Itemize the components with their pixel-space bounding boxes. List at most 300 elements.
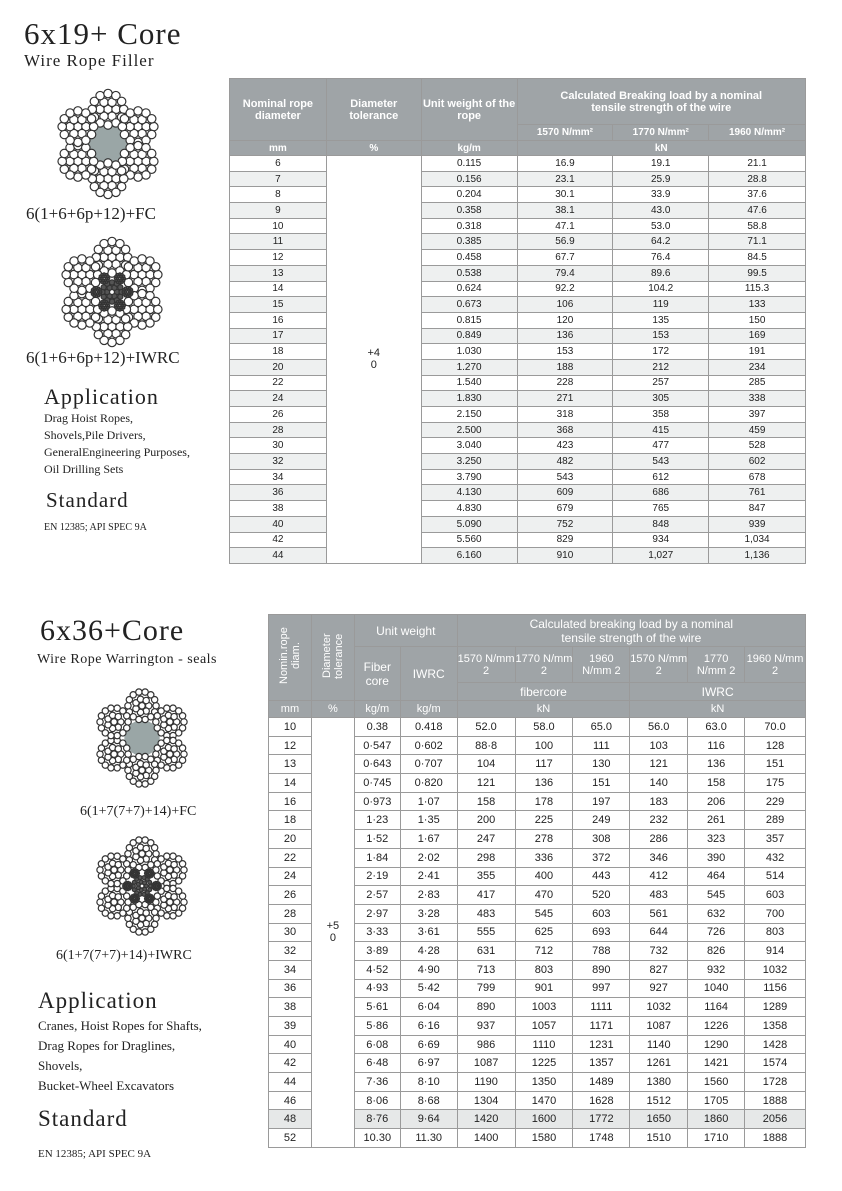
table-cell: 44 [230,548,327,564]
table-row [230,548,806,564]
table-cell: 1057 [515,1017,573,1036]
section2-subtitle: Wire Rope Warrington - seals [37,652,218,667]
table-cell: 89.6 [613,265,709,281]
table-cell: 1·35 [400,811,457,830]
table-cell: 2·83 [400,886,457,905]
table-cell: 58.0 [515,718,573,737]
table-cell: 206 [688,792,745,811]
table-cell: 9·64 [400,1110,457,1129]
table-row [230,501,806,517]
table-cell: 48 [269,1110,312,1129]
table-cell: 1358 [745,1017,806,1036]
table-cell: 71.1 [709,234,806,250]
table-cell: 188 [517,359,613,375]
header-1570: 1570 N/mm² [517,125,613,141]
table-cell: 249 [573,811,630,830]
table-cell: 0.318 [421,218,517,234]
table-cell: 934 [613,532,709,548]
table-cell: 136 [517,328,613,344]
table-cell: 1400 [457,1129,515,1148]
table-cell: 5·42 [400,979,457,998]
table-cell: 1087 [630,1017,688,1036]
table-cell: 10.30 [354,1129,400,1148]
table-cell: 32 [230,454,327,470]
table-cell: 890 [457,998,515,1017]
header-weight: Unit weight [354,615,457,647]
table-cell: 7·36 [354,1073,400,1092]
table-row [230,422,806,438]
table-cell: 1650 [630,1110,688,1129]
table-cell: 183 [630,792,688,811]
standard-text: EN 12385; API SPEC 9A [44,522,147,533]
table-cell: 712 [515,942,573,961]
table-cell: 397 [709,407,806,423]
table-cell: 1225 [515,1054,573,1073]
table-cell: 42 [269,1054,312,1073]
table-cell: 42 [230,532,327,548]
tolerance-zero: 0 [370,359,377,372]
header-tolerance: Diameter tolerance [326,79,421,141]
table-cell: 3·28 [400,904,457,923]
table-cell: 803 [515,960,573,979]
header-breaking: Calculated Breaking load by a nominal tensile strength of the wire [517,79,805,125]
table-cell: 5·61 [354,998,400,1017]
tolerance-cell [311,718,354,1148]
header-iwrc-1570: 1570 N/mm 2 [630,647,688,683]
table-cell: 11 [230,234,327,250]
table-cell: 47.1 [517,218,613,234]
table-cell: 13 [230,265,327,281]
table-cell: 799 [457,979,515,998]
table-cell: 6 [230,156,327,172]
table-cell: 47.6 [709,203,806,219]
table-cell: 890 [573,960,630,979]
table-cell: 4·93 [354,979,400,998]
table-row [230,218,806,234]
table-cell: 459 [709,422,806,438]
table-cell: 12 [230,250,327,266]
table-cell: 46 [269,1091,312,1110]
table-cell: 64.2 [613,234,709,250]
table-cell: 140 [630,774,688,793]
header-fc-1960: 1960 N/mm 2 [573,647,630,683]
table-cell: 212 [613,359,709,375]
table-cell: 3.040 [421,438,517,454]
rope-fc-caption: 6(1+7(7+7)+14)+FC [80,804,197,819]
table-cell: 133 [709,297,806,313]
table-cell: 24 [230,391,327,407]
table-cell: 1164 [688,998,745,1017]
table-cell: 1421 [688,1054,745,1073]
table-cell: 732 [630,942,688,961]
table-cell: 92.2 [517,281,613,297]
table-cell: 58.8 [709,218,806,234]
section2-title: 6x36+Core [40,614,185,647]
table-cell: 1.030 [421,344,517,360]
table-cell: 4.830 [421,501,517,517]
table-cell: 543 [613,454,709,470]
table-cell: 1772 [573,1110,630,1129]
table-cell: 357 [745,830,806,849]
table-cell: 3.250 [421,454,517,470]
table-row [230,187,806,203]
table-cell: 1032 [745,960,806,979]
header-group-fibercore: fibercore [457,683,630,701]
table-cell: 14 [269,774,312,793]
table-cell: 1860 [688,1110,745,1129]
table-cell: 390 [688,848,745,867]
table-cell: 4·90 [400,960,457,979]
table-cell: 686 [613,485,709,501]
table-cell: 415 [613,422,709,438]
unit-kn-fiber: kN [457,701,630,718]
table-cell: 175 [745,774,806,793]
table-cell: 932 [688,960,745,979]
table-cell: 1,136 [709,548,806,564]
table-cell: 602 [709,454,806,470]
table-cell: 483 [457,904,515,923]
table-cell: 19.1 [613,156,709,172]
unit-kgm: kg/m [421,141,517,156]
table-cell: 128 [745,736,806,755]
table-cell: 603 [573,904,630,923]
tolerance-plus: +4 [367,347,381,360]
application-list [38,1016,202,1096]
table-cell: 847 [709,501,806,517]
application-line: Oil Drilling Sets [44,462,124,476]
table-cell: 153 [613,328,709,344]
table-cell: 1574 [745,1054,806,1073]
table-cell: 1226 [688,1017,745,1036]
table-cell: 0.538 [421,265,517,281]
table-cell: 1289 [745,998,806,1017]
table-cell: 2·41 [400,867,457,886]
table-cell: 1003 [515,998,573,1017]
table-cell: 38 [230,501,327,517]
table-cell: 76.4 [613,250,709,266]
table-cell: 56.0 [630,718,688,737]
table-cell: 14 [230,281,327,297]
table-cell: 2·02 [400,848,457,867]
table-cell: 443 [573,867,630,886]
table-cell: 2·97 [354,904,400,923]
table-cell: 1380 [630,1073,688,1092]
table-cell: 34 [269,960,312,979]
table-cell: 34 [230,469,327,485]
spec-table-6x36 [268,614,806,1148]
section1-subtitle: Wire Rope Filler [24,51,155,70]
table-cell: 0.624 [421,281,517,297]
table-cell: 8·10 [400,1073,457,1092]
table-cell: 40 [230,516,327,532]
table-cell: 752 [517,516,613,532]
table-cell: 561 [630,904,688,923]
application-list [44,410,190,478]
table-cell: 0·707 [400,755,457,774]
table-cell: 0·820 [400,774,457,793]
table-cell: 1728 [745,1073,806,1092]
table-cell: 1420 [457,1110,515,1129]
header-iwrc-1960: 1960 N/mm 2 [745,647,806,683]
table-cell: 1·84 [354,848,400,867]
table-cell: 0·547 [354,736,400,755]
table-cell: 119 [613,297,709,313]
table-cell: 2.150 [421,407,517,423]
table-cell: 12 [269,736,312,755]
unit-kgm-iwrc: kg/m [400,701,457,718]
table-cell: 56.9 [517,234,613,250]
table-row [230,312,806,328]
table-cell: 625 [515,923,573,942]
table-cell: 0.849 [421,328,517,344]
table-cell: 36 [269,979,312,998]
table-cell: 1140 [630,1035,688,1054]
table-cell: 318 [517,407,613,423]
table-cell: 23.1 [517,171,613,187]
table-cell: 16 [269,792,312,811]
table-cell: 609 [517,485,613,501]
table-cell: 5.090 [421,516,517,532]
table-cell: 358 [613,407,709,423]
table-cell: 4·52 [354,960,400,979]
table-cell: 1428 [745,1035,806,1054]
tolerance-cell [326,156,421,564]
table-cell: 106 [517,297,613,313]
table-cell: 1560 [688,1073,745,1092]
table-cell: 788 [573,942,630,961]
unit-kn-iwrc: kN [630,701,806,718]
table-cell: 38.1 [517,203,613,219]
table-cell: 121 [630,755,688,774]
unit-percent: % [326,141,421,156]
table-cell: 1·52 [354,830,400,849]
table-cell: 17 [230,328,327,344]
header-1770: 1770 N/mm² [613,125,709,141]
table-cell: 6·16 [400,1017,457,1036]
table-cell: 63.0 [688,718,745,737]
table-row [230,156,806,172]
table-cell: 271 [517,391,613,407]
table-cell: 197 [573,792,630,811]
table-cell: 464 [688,867,745,886]
table-cell: 53.0 [613,218,709,234]
table-cell: 100 [515,736,573,755]
table-cell: 632 [688,904,745,923]
table-row [230,532,806,548]
table-cell: 545 [688,886,745,905]
table-cell: 1470 [515,1091,573,1110]
table-cell: 1.830 [421,391,517,407]
table-row [230,250,806,266]
table-cell: 1628 [573,1091,630,1110]
table-cell: 103 [630,736,688,755]
table-cell: 848 [613,516,709,532]
table-cell: 16.9 [517,156,613,172]
header-breaking: Calculated breaking load by a nominal tensile strength of the wire [457,615,805,647]
table-row [230,516,806,532]
table-cell: 543 [517,469,613,485]
table-cell: 0.358 [421,203,517,219]
table-cell: 285 [709,375,806,391]
table-cell: 1,034 [709,532,806,548]
header-nominal: Nominal rope diameter [230,79,327,141]
table-row [230,234,806,250]
table-cell: 24 [269,867,312,886]
table-cell: 937 [457,1017,515,1036]
table-cell: 9 [230,203,327,219]
table-cell: 2·57 [354,886,400,905]
table-cell: 52 [269,1129,312,1148]
tolerance-zero: 0 [329,932,336,945]
table-cell: 1087 [457,1054,515,1073]
table-cell: 678 [709,469,806,485]
table-cell: 631 [457,942,515,961]
table-cell: 6.160 [421,548,517,564]
table-cell: 555 [457,923,515,942]
table-cell: 417 [457,886,515,905]
rope-cross-section-fc-image [52,88,164,200]
table-cell: 136 [515,774,573,793]
table-cell: 545 [515,904,573,923]
table-cell: 0·973 [354,792,400,811]
table-cell: 1357 [573,1054,630,1073]
table-cell: 43.0 [613,203,709,219]
rope-cross-section-fc-image [90,686,194,790]
tolerance-plus: +5 [326,920,340,933]
table-cell: 32 [269,942,312,961]
table-cell: 520 [573,886,630,905]
table-cell: 423 [517,438,613,454]
table-cell: 346 [630,848,688,867]
table-cell: 4·28 [400,942,457,961]
table-cell: 8·06 [354,1091,400,1110]
table-cell: 3·89 [354,942,400,961]
table-cell: 298 [457,848,515,867]
table-cell: 726 [688,923,745,942]
table-cell: 36 [230,485,327,501]
table-cell: 26 [230,407,327,423]
table-row [230,469,806,485]
table-cell: 0.418 [400,718,457,737]
table-cell: 0.38 [354,718,400,737]
application-line: GeneralEngineering Purposes, [44,445,190,459]
table-cell: 829 [517,532,613,548]
table-cell: 70.0 [745,718,806,737]
application-title: Application [38,988,158,1013]
table-cell: 1156 [745,979,806,998]
table-cell: 0.458 [421,250,517,266]
unit-mm: mm [230,141,327,156]
table-cell: 16 [230,312,327,328]
header-group-iwrc: IWRC [630,683,806,701]
table-cell: 111 [573,736,630,755]
table-cell: 25.9 [613,171,709,187]
table-cell: 28.8 [709,171,806,187]
table-row [230,391,806,407]
table-cell: 172 [613,344,709,360]
table-cell: 30 [230,438,327,454]
table-cell: 305 [613,391,709,407]
table-cell: 178 [515,792,573,811]
table-cell: 151 [745,755,806,774]
table-cell: 372 [573,848,630,867]
table-cell: 0·602 [400,736,457,755]
table-cell: 827 [630,960,688,979]
table-cell: 234 [709,359,806,375]
table-row [230,438,806,454]
header-nominal [269,615,312,701]
table-cell: 308 [573,830,630,849]
table-cell: 0·643 [354,755,400,774]
table-cell: 482 [517,454,613,470]
table-cell: 8 [230,187,327,203]
table-cell: 0·745 [354,774,400,793]
table-cell: 1888 [745,1129,806,1148]
table-cell: 67.7 [517,250,613,266]
table-cell: 130 [573,755,630,774]
application-line: Drag Ropes for Draglines, [38,1038,176,1053]
table-cell: 151 [573,774,630,793]
table-cell: 0.815 [421,312,517,328]
header-iwrc-1770: 1770 N/mm 2 [688,647,745,683]
table-cell: 39 [269,1017,312,1036]
standard-title: Standard [46,488,129,512]
table-cell: 13 [269,755,312,774]
table-cell: 914 [745,942,806,961]
table-cell: 1111 [573,998,630,1017]
header-nominal-text: Nomin.rope diam. [277,627,302,685]
table-cell: 765 [613,501,709,517]
table-cell: 228 [517,375,613,391]
table-cell: 38 [269,998,312,1017]
table-cell: 136 [688,755,745,774]
table-cell: 278 [515,830,573,849]
table-cell: 1171 [573,1017,630,1036]
table-cell: 412 [630,867,688,886]
table-cell: 37.6 [709,187,806,203]
table-cell: 1748 [573,1129,630,1148]
table-cell: 338 [709,391,806,407]
table-cell: 65.0 [573,718,630,737]
table-cell: 10 [230,218,327,234]
table-cell: 200 [457,811,515,830]
table-cell: 432 [745,848,806,867]
table-cell: 2.500 [421,422,517,438]
table-cell: 6·04 [400,998,457,1017]
table-row [230,281,806,297]
rope-cross-section-iwrc-image [56,236,168,348]
table-cell: 21.1 [709,156,806,172]
table-cell: 30 [269,923,312,942]
table-cell: 20 [269,830,312,849]
table-cell: 1190 [457,1073,515,1092]
unit-kn: kN [517,141,805,156]
table-cell: 104.2 [613,281,709,297]
table-cell: 28 [269,904,312,923]
table-cell: 1,027 [613,548,709,564]
table-cell: 158 [457,792,515,811]
table-cell: 22 [230,375,327,391]
table-cell: 150 [709,312,806,328]
table-cell: 169 [709,328,806,344]
table-cell: 115.3 [709,281,806,297]
table-cell: 939 [709,516,806,532]
table-cell: 121 [457,774,515,793]
table-row [230,297,806,313]
table-cell: 826 [688,942,745,961]
table-cell: 257 [613,375,709,391]
table-cell: 1304 [457,1091,515,1110]
